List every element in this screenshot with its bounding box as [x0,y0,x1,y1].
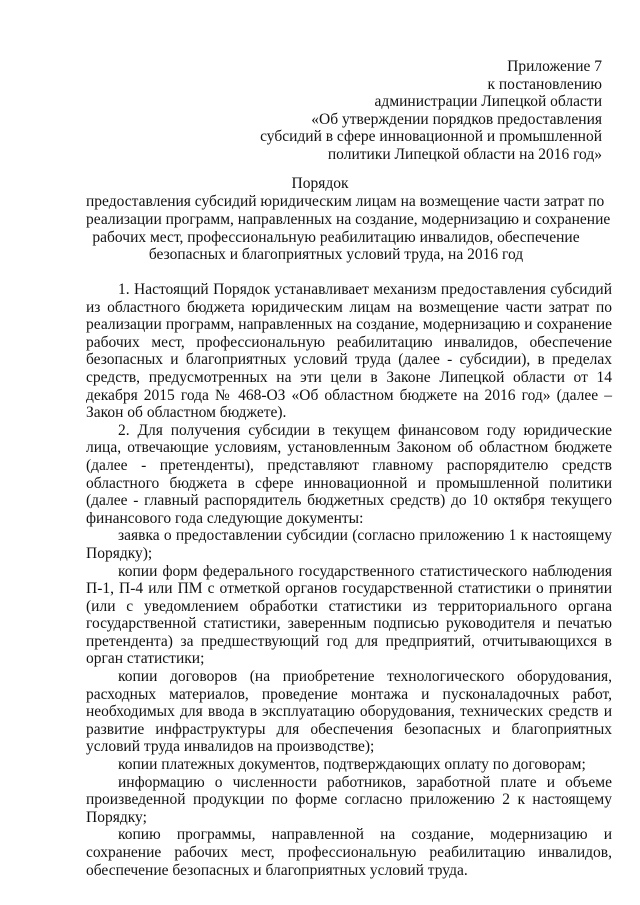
appendix-line: субсидий в сфере инновационной и промышленной [260,128,602,146]
appendix-line: Приложение 7 [507,58,602,75]
document-body [86,281,612,879]
document-subtitle [86,193,611,264]
subtitle-line: предоставления субсидий юридическим лицам на возмещение части затрат по [86,193,605,210]
paragraph-1: 1. Настоящий Порядок устанавливает механизм предоставления субсидий из областного бюджета юридическим лицам на возмещение части затрат по реализации программ, направленных на создание, модернизацию и сохранение рабочих мест, профессиональную реабилитацию инвалидов, обеспечение безопасных и благоприятных условий труда (далее - субсидии), в пределах средств, предусмотренных на эти цели в Законе Липецкой области от 14 декабря 2015 года № 468-ОЗ «Об областном бюджете на 2016 год» (далее – Закон об областном бюджете). [86,281,612,422]
list-item-payment-documents: копии платежных документов, подтверждающих оплату по договорам; [118,756,586,774]
list-item-program-copy: копию программы, направленной на создание, модернизацию и сохранение рабочих мест, профессиональную реабилитацию инвалидов, обеспечение безопасных и благоприятных условий труда. [86,826,612,879]
subtitle-line: реализации программ, направленных на создание, модернизацию и сохранение [86,210,611,228]
appendix-line: политики Липецкой области на 2016 год» [327,145,602,163]
list-item-application: заявка о предоставлении субсидии (согласно приложению 1 к настоящему Порядку); [86,527,612,562]
list-item-contracts: копии договоров (на приобретение технологического оборудования, расходных материалов, проведение монтажа и пусконаладочных работ, необходимых для ввода в эксплуатацию оборудования, технических средств и развитие инфраструктуры для обеспечения безопасных и благоприятных условий труда инвалидов на производстве); [86,668,612,756]
subtitle-line: безопасных и благоприятных условий труда, на 2016 год [148,246,524,264]
subtitle-line: рабочих мест, профессиональную реабилитацию инвалидов, обеспечение [92,228,580,246]
list-item-statistics-forms: копии форм федерального государственного статистического наблюдения П-1, П-4 или ПМ с отметкой органов государственной статистики о принятии (или с уведомлением обработки статистики из территориального органа государственной статистики, заверенным подписью руководителя и печатью претендента) за предшествующий год для предприятий, отчитывающихся в орган статистики; [86,562,612,668]
appendix-line: администрации Липецкой области [374,93,602,111]
appendix-line: к постановлению [487,75,602,93]
appendix-line: «Об утверждении порядков предоставления [311,110,602,128]
paragraph-2: 2. Для получения субсидии в текущем финансовом году юридические лица, отвечающие условиям, установленным Законом об областном бюджете (далее - претенденты), представляют главному распорядителю средств областного бюджета в сфере инновационной и промышленной политики (далее - главный распорядитель бюджетных средств) до 10 октября текущего финансового года следующие документы: [86,421,612,527]
document-title: Порядок [291,175,349,192]
list-item-employee-info: информацию о численности работников, заработной плате и объеме произведенной продукции по форме согласно приложению 2 к настоящему Порядку; [86,773,612,826]
appendix-block [182,58,602,164]
